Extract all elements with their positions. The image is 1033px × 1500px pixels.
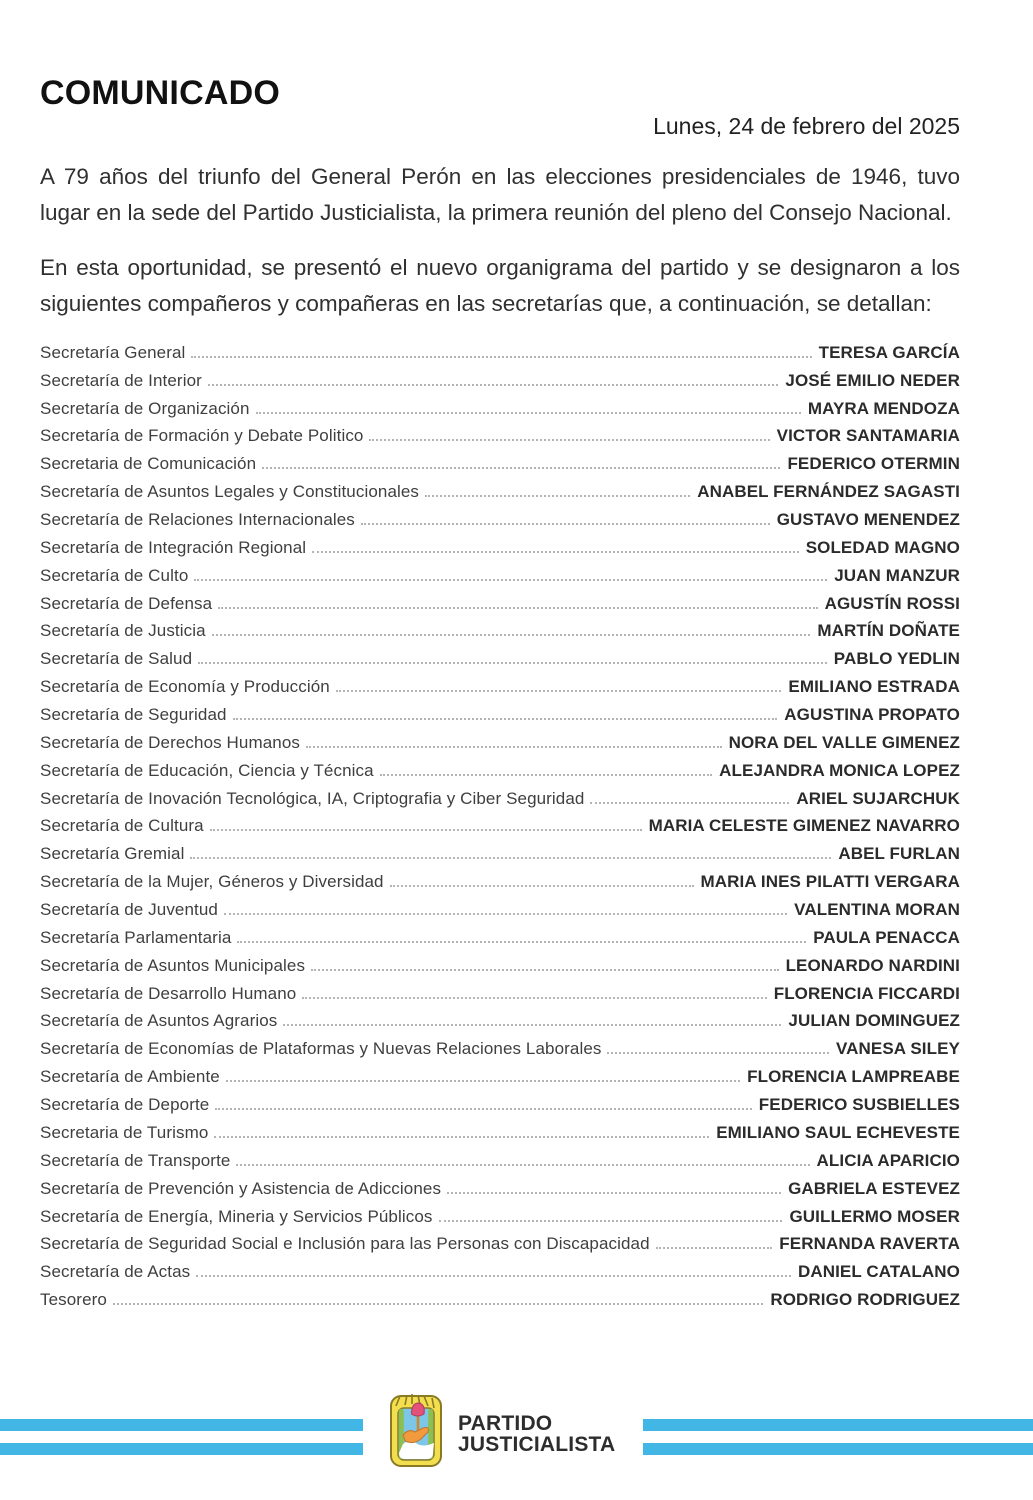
appointee-name: EMILIANO ESTRADA xyxy=(788,677,960,697)
appointment-row xyxy=(40,697,960,725)
appointee-name: LEONARDO NARDINI xyxy=(785,955,960,975)
dotted-leader xyxy=(212,634,811,636)
appointee-name: MARIA CELESTE GIMENEZ NAVARRO xyxy=(648,816,960,836)
dotted-leader xyxy=(312,551,799,553)
appointment-row xyxy=(40,558,960,586)
role-label: Secretaría de Defensa xyxy=(40,593,213,613)
appointee-name: VANESA SILEY xyxy=(835,1039,960,1059)
dotted-leader xyxy=(425,495,690,497)
appointment-row xyxy=(40,502,960,530)
appointee-name: JOSÉ EMILIO NEDER xyxy=(785,370,960,390)
appointment-row xyxy=(40,530,960,558)
appointee-name: VICTOR SANTAMARIA xyxy=(776,426,960,446)
appointee-name: NORA DEL VALLE GIMENEZ xyxy=(728,732,960,752)
appointee-name: FERNANDA RAVERTA xyxy=(779,1234,960,1254)
flag-stripe xyxy=(0,1443,363,1455)
role-label: Secretaría de Seguridad xyxy=(40,705,227,725)
dotted-leader xyxy=(198,662,827,664)
appointee-name: EMILIANO SAUL ECHEVESTE xyxy=(716,1122,960,1142)
dotted-leader xyxy=(283,1024,781,1026)
appointee-name: FEDERICO SUSBIELLES xyxy=(758,1095,960,1115)
logo-wordmark-line1: PARTIDO xyxy=(458,1412,553,1435)
appointee-name: FLORENCIA FICCARDI xyxy=(773,983,960,1003)
role-label: Secretaría de Ambiente xyxy=(40,1067,220,1087)
appointment-row xyxy=(40,836,960,864)
dotted-leader xyxy=(208,384,779,386)
appointee-name: RODRIGO RODRIGUEZ xyxy=(770,1290,960,1310)
appointment-row xyxy=(40,1115,960,1143)
appointee-name: MARIA INES PILATTI VERGARA xyxy=(700,872,960,892)
dotted-leader xyxy=(361,523,770,525)
appointment-row xyxy=(40,669,960,697)
role-label: Secretaria de Turismo xyxy=(40,1122,209,1142)
dotted-leader xyxy=(215,1108,751,1110)
dotted-leader xyxy=(262,467,780,469)
role-label: Secretaría Gremial xyxy=(40,844,185,864)
appointee-name: FLORENCIA LAMPREABE xyxy=(747,1067,960,1087)
role-label: Secretaría de Formación y Debate Politico xyxy=(40,426,364,446)
appointment-row xyxy=(40,641,960,669)
document-body xyxy=(40,0,960,1310)
appointee-name: TERESA GARCÍA xyxy=(818,342,960,362)
appointment-row xyxy=(40,1143,960,1171)
flag-stripes-left xyxy=(0,1419,363,1455)
dotted-leader xyxy=(302,997,766,999)
appointment-row xyxy=(40,892,960,920)
role-label: Secretaría de Integración Regional xyxy=(40,537,307,557)
appointee-name: JUAN MANZUR xyxy=(834,565,960,585)
role-label: Secretaría de Organización xyxy=(40,398,250,418)
dotted-leader xyxy=(194,579,827,581)
dotted-leader xyxy=(311,969,779,971)
dotted-leader xyxy=(113,1303,763,1305)
appointment-row xyxy=(40,920,960,948)
appointment-row xyxy=(40,1254,960,1282)
dotted-leader xyxy=(233,718,778,720)
dotted-leader xyxy=(590,802,789,804)
appointment-row xyxy=(40,1031,960,1059)
dotted-leader xyxy=(210,829,642,831)
dotted-leader xyxy=(369,439,769,441)
role-label: Secretaría de Economía y Producción xyxy=(40,677,330,697)
flag-stripe xyxy=(643,1443,1033,1455)
dotted-leader xyxy=(256,412,801,414)
appointment-row xyxy=(40,1087,960,1115)
role-label: Secretaría de Asuntos Legales y Constitucionales xyxy=(40,482,420,502)
appointee-name: AGUSTINA PROPATO xyxy=(784,705,960,725)
role-label: Secretaría de Derechos Humanos xyxy=(40,732,301,752)
dotted-leader xyxy=(191,356,811,358)
appointment-row xyxy=(40,1171,960,1199)
appointee-name: FEDERICO OTERMIN xyxy=(787,454,960,474)
role-label: Tesorero xyxy=(40,1290,107,1310)
dotted-leader xyxy=(607,1052,829,1054)
dotted-leader xyxy=(224,913,787,915)
dotted-leader xyxy=(214,1136,709,1138)
appointment-row xyxy=(40,1227,960,1255)
appointee-name: MAYRA MENDOZA xyxy=(807,398,960,418)
role-label: Secretaría de Desarrollo Humano xyxy=(40,983,297,1003)
role-label: Secretaría de Actas xyxy=(40,1262,191,1282)
appointee-name: ABEL FURLAN xyxy=(838,844,960,864)
flag-stripe xyxy=(0,1419,363,1431)
appointment-row xyxy=(40,391,960,419)
dotted-leader xyxy=(380,774,712,776)
appointment-row xyxy=(40,976,960,1004)
appointee-name: ANABEL FERNÁNDEZ SAGASTI xyxy=(697,482,960,502)
dotted-leader xyxy=(439,1220,783,1222)
role-label: Secretaría Parlamentaria xyxy=(40,927,232,947)
role-label: Secretaría de Salud xyxy=(40,649,193,669)
appointee-name: PAULA PENACCA xyxy=(813,927,960,947)
flag-stripe xyxy=(643,1419,1033,1431)
role-label: Secretaría de Seguridad Social e Inclusión para las Personas con Discapacidad xyxy=(40,1234,650,1254)
appointee-name: SOLEDAD MAGNO xyxy=(805,537,960,557)
dotted-leader xyxy=(237,941,806,943)
appointment-row xyxy=(40,781,960,809)
appointment-row xyxy=(40,753,960,781)
appointee-name: GABRIELA ESTEVEZ xyxy=(788,1178,960,1198)
role-label: Secretaría de Energía, Mineria y Servicios Públicos xyxy=(40,1206,433,1226)
appointee-name: GUILLERMO MOSER xyxy=(789,1206,960,1226)
appointee-name: ALEJANDRA MONICA LOPEZ xyxy=(719,760,960,780)
flag-stripes-right xyxy=(643,1419,1033,1455)
logo-wordmark-line2: JUSTICIALISTA xyxy=(458,1433,616,1456)
dotted-leader xyxy=(306,746,722,748)
appointment-row xyxy=(40,725,960,753)
appointment-row xyxy=(40,809,960,837)
appointment-row xyxy=(40,363,960,391)
role-label: Secretaría de Economías de Plataformas y Nuevas Relaciones Laborales xyxy=(40,1039,602,1059)
dotted-leader xyxy=(390,885,694,887)
role-label: Secretaria de Comunicación xyxy=(40,454,257,474)
dotted-leader xyxy=(218,607,817,609)
appointee-name: MARTÍN DOÑATE xyxy=(817,621,960,641)
role-label: Secretaría General xyxy=(40,342,186,362)
appointment-row xyxy=(40,1004,960,1032)
role-label: Secretaría de Relaciones Internacionales xyxy=(40,510,355,530)
role-label: Secretaría de Transporte xyxy=(40,1150,231,1170)
dotted-leader xyxy=(336,690,782,692)
footer xyxy=(0,1383,1033,1500)
appointee-name: JULIAN DOMINGUEZ xyxy=(788,1011,960,1031)
appointee-name: GUSTAVO MENENDEZ xyxy=(776,510,960,530)
appointment-row xyxy=(40,614,960,642)
role-label: Secretaría de Interior xyxy=(40,370,202,390)
appointment-row xyxy=(40,1282,960,1310)
role-label: Secretaría de Educación, Ciencia y Técnica xyxy=(40,760,374,780)
role-label: Secretaría de Asuntos Agrarios xyxy=(40,1011,278,1031)
pj-shield-icon xyxy=(388,1390,444,1470)
role-label: Secretaría de Inovación Tecnológica, IA, Criptografia y Ciber Seguridad xyxy=(40,788,585,808)
intro-paragraph-2: En esta oportunidad, se presentó el nuevo organigrama del partido y se designaron a los siguientes compañeros y compañeras en las secretarías que, a continuación, se detallan: xyxy=(40,255,960,316)
appointee-name: PABLO YEDLIN xyxy=(833,649,960,669)
role-label: Secretaría de Prevención y Asistencia de Adicciones xyxy=(40,1178,442,1198)
appointee-name: AGUSTÍN ROSSI xyxy=(824,593,960,613)
appointments-list xyxy=(40,335,960,1310)
date-text: Lunes, 24 de febrero del 2025 xyxy=(653,113,960,139)
appointee-name: VALENTINA MORAN xyxy=(794,900,960,920)
role-label: Secretaría de Cultura xyxy=(40,816,204,836)
appointee-name: ALICIA APARICIO xyxy=(816,1150,960,1170)
intro-paragraph-1: A 79 años del triunfo del General Perón en las elecciones presidenciales de 1946, tuvo lugar en la sede del Partido Justicialista, la primera reunión del pleno del Consejo Nacional. xyxy=(40,164,960,225)
dotted-leader xyxy=(236,1164,809,1166)
party-logo xyxy=(388,1390,615,1470)
appointment-row xyxy=(40,446,960,474)
appointment-row xyxy=(40,335,960,363)
role-label: Secretaría de Deporte xyxy=(40,1095,210,1115)
appointee-name: DANIEL CATALANO xyxy=(797,1262,960,1282)
role-label: Secretaría de Juventud xyxy=(40,900,218,920)
role-label: Secretaría de Justicia xyxy=(40,621,206,641)
role-label: Secretaría de Culto xyxy=(40,565,189,585)
dotted-leader xyxy=(447,1192,781,1194)
appointment-row xyxy=(40,1059,960,1087)
dotted-leader xyxy=(656,1247,773,1249)
appointment-row xyxy=(40,1199,960,1227)
appointee-name: ARIEL SUJARCHUK xyxy=(796,788,960,808)
dotted-leader xyxy=(190,857,831,859)
role-label: Secretaría de la Mujer, Géneros y Diversidad xyxy=(40,872,384,892)
appointment-row xyxy=(40,474,960,502)
page-title: COMUNICADO xyxy=(40,74,280,112)
dotted-leader xyxy=(196,1275,791,1277)
role-label: Secretaría de Asuntos Municipales xyxy=(40,955,306,975)
dotted-leader xyxy=(226,1080,740,1082)
appointment-row xyxy=(40,864,960,892)
appointment-row xyxy=(40,948,960,976)
logo-wordmark xyxy=(458,1413,615,1455)
appointment-row xyxy=(40,586,960,614)
appointment-row xyxy=(40,419,960,447)
